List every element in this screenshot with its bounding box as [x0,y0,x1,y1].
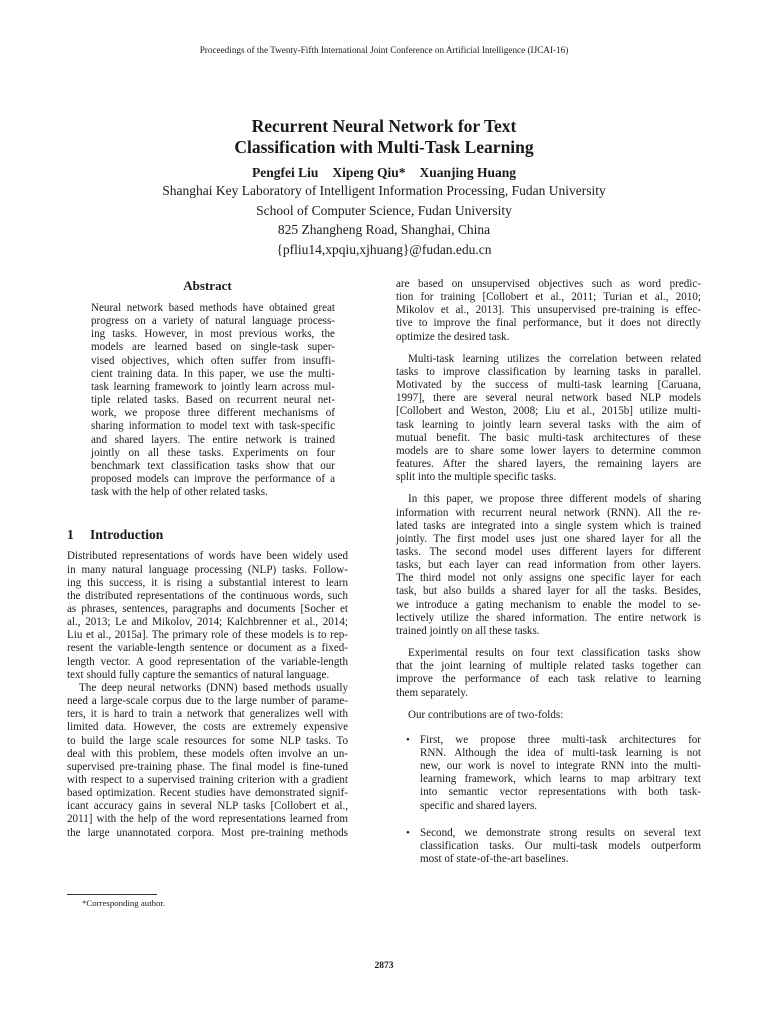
left-column [67,278,348,840]
list-item [396,827,701,866]
text-line: tasks to improve classification by learning tasks in parallel. [396,365,701,378]
text-line: cient training data. In this paper, we use the multi- [91,367,335,380]
text-line: In this paper, we propose three different models of sharing [408,493,701,506]
section-heading-introduction [67,527,348,543]
text-line: need a large-scale corpus due to the large number of parame- [67,695,348,708]
text-line: in many natural language processing (NLP) tasks. Follow- [67,563,348,576]
paper-title-line-1: Recurrent Neural Network for Text [251,116,517,136]
text-line: Mikolov et al., 2013]. This unsupervised pre-training is effec- [396,304,701,317]
affiliation-line: 825 Zhangheng Road, Shanghai, China [277,222,491,237]
text-line: that the joint learning of multiple related tasks together can [396,660,701,673]
text-line: Motivated by the success of multi-task learning [Caruana, [396,379,701,392]
text-line: [Collobert and Weston, 2008; Liu et al., 2015b] utilize multi- [396,405,701,418]
text-line: lated tasks are integrated into a single system which is trained [396,519,701,532]
text-line: the large unannotated corpora. Most pre-training methods [67,826,348,839]
text-line: trained jointly on all these tasks. [396,624,540,637]
section-number: 1 [67,527,74,543]
text-line: models are to share some lower layers to determine common [396,444,701,457]
text-line: optimize the desired task. [396,330,510,343]
text-line: ing tasks. However, in most previous works, the [91,328,335,341]
text-line: Experimental results on four text classification tasks show [408,647,701,660]
list-item [396,734,701,813]
text-line: limited data. However, the costs are extremely expensive [67,721,348,734]
text-line: are based on unsupervised objectives such as word predic- [396,278,701,290]
right-paragraph-2 [396,353,701,485]
text-line: tive to improve the final performance, but it does not directly [396,317,701,330]
text-line: task learning framework to jointly learn across mul- [91,380,335,393]
text-line: icant accuracy gains in several NLP tasks [Collobert et al., [67,800,348,813]
text-line: proposed models can improve the performance of a [91,473,335,486]
text-line: progress on a variety of natural language process- [91,315,335,328]
section-title: Introduction [90,527,164,543]
text-line: ters, it is hard to train a network that generalizes well with [67,708,348,721]
text-line: classification tasks. Our multi-task models outperform [420,839,701,852]
text-line: deal with this problem, these models often involve an un- [67,747,348,760]
text-line: al., 2013; Le and Mikolov, 2014; Kalchbrenner et al., 2014; [67,616,348,629]
text-line: and shared layers. The entire network is trained [91,433,335,446]
text-line: information with recurrent neural network (RNN). All the re- [396,506,701,519]
text-line: learning framework, which learns to map arbitrary text [420,773,701,786]
text-line: Second, we demonstrate strong results on several text [420,826,701,839]
footnote-rule [67,894,157,895]
author-name: Pengfei Liu [252,165,319,180]
text-line: mutual benefit. The basic multi-task architectures of these [396,431,701,444]
text-line: models are learned based on single-task super- [91,341,335,354]
author-name: Xuanjing Huang [419,165,516,180]
text-line: into semantic vector representations with both task- [420,786,701,799]
author-emails: {pfliu14,xpqiu,xjhuang}@fudan.edu.cn [276,241,492,257]
text-line: Liu et al., 2015a]. The primary role of these models is to rep- [67,629,348,642]
title-block [0,116,768,259]
text-line: lectively utilize the shared information. The entire network is [396,611,701,624]
text-line: improve the performance of each task relative to learning [396,673,701,686]
text-line: tasks. The second model uses different layers for different [396,545,701,558]
text-line: ing this success, it is rising a substantial interest to learn [67,576,348,589]
text-line: jointly. The first model uses just one shared layer for all the [396,532,701,545]
text-line: split into the multiple specific tasks. [396,471,557,484]
intro-paragraph-1 [67,550,348,682]
text-line: 1997], there are several neural network based NLP models [396,392,701,405]
text-line: RNN. Although the idea of multi-task learning is not [420,747,701,759]
text-line: Distributed representations of words have been widely used [67,550,348,563]
right-paragraph-4 [396,647,701,700]
text-line: them separately. [396,686,468,699]
right-paragraph-3 [396,493,701,638]
text-line: length vector. A good representation of the variable-length [67,655,348,668]
intro-paragraph-2 [67,682,348,840]
text-line: First, we propose three multi-task architectures for [420,733,701,746]
affiliation-line: Shanghai Key Laboratory of Intelligent Information Processing, Fudan University [162,183,606,198]
text-line: we introduce a gating mechanism to enable the model to se- [396,598,701,611]
text-line: The third model not only assigns one specific layer for each [396,572,701,585]
text-line: task learning to jointly learn several tasks with the aim of [396,418,701,431]
paper-title-line-2: Classification with Multi-Task Learning [234,137,534,157]
text-line: task with the help of other related tasks. [91,486,268,499]
text-line: features. After the shared layers, the remaining layers are [396,458,701,471]
text-line: text should fully capture the semantics of natural language. [67,668,330,681]
text-line: the distributed representations of the continuous words, such [67,589,348,602]
text-line: new, our work is novel to integrate RNN into the multi- [420,760,701,773]
text-line: sharing information to model text with task-specific [91,420,335,433]
text-line: most of state-of-the-art baselines. [420,853,569,866]
footnote: *Corresponding author. [82,898,166,908]
text-line: The deep neural networks (DNN) based methods usually [79,681,348,694]
text-line: jointly on all these tasks. Experiments on four [91,446,335,459]
text-line: to build the large scale resources for some NLP tasks. To [67,734,348,747]
bullet-icon: • [406,826,410,839]
text-line: vised objectives, which often suffer from insuffi- [91,354,335,367]
text-line: specific and shared layers. [420,799,538,812]
right-column [396,278,701,880]
text-line: task, but also builds a shared layer for all the tasks. Besides, [396,585,701,598]
authors [0,164,768,181]
text-line: based optimization. Recent studies have demonstrated signif- [67,787,348,800]
contributions-list [396,734,701,866]
running-head: Proceedings of the Twenty-Fifth International Joint Conference on Artificial Intelligence (IJCAI-16) [199,45,569,55]
text-line: Multi-task learning utilizes the correlation between related [408,352,701,365]
right-paragraph-5 [396,709,701,722]
text-line: as phrases, sentences, paragraphs and documents [Socher et [67,602,348,615]
text-line: benchmark text classification tasks show that our [91,459,335,472]
text-line: with respect to a supervised training criterion with a gradient [67,774,348,786]
text-line: tion for training [Collobert et al., 2011; Turian et al., 2010; [396,291,701,304]
text-line: supervised pre-training phase. The final model is fine-tuned [67,760,348,773]
text-line: tiple related tasks. Based on recurrent neural net- [91,394,335,407]
text-line: 2011] with the help of the word representations learned from [67,813,348,826]
page-number: 2873 [374,961,394,971]
text-line: Neural network based methods have obtained great [91,302,335,314]
right-paragraph-1 [396,278,701,344]
abstract-body [67,302,348,499]
abstract-heading: Abstract [183,278,232,293]
affiliation-line: School of Computer Science, Fudan University [256,202,512,218]
text-line: tasks, but each layer can read information from other layers. [396,559,701,572]
bullet-icon: • [406,733,410,746]
text-line: work, we propose three different mechanisms of [91,407,335,420]
text-line: resent the variable-length sentence or document as a fixed- [67,642,348,655]
text-line: Our contributions are of two-folds: [408,708,564,721]
author-name: Xipeng Qiu* [332,165,406,180]
